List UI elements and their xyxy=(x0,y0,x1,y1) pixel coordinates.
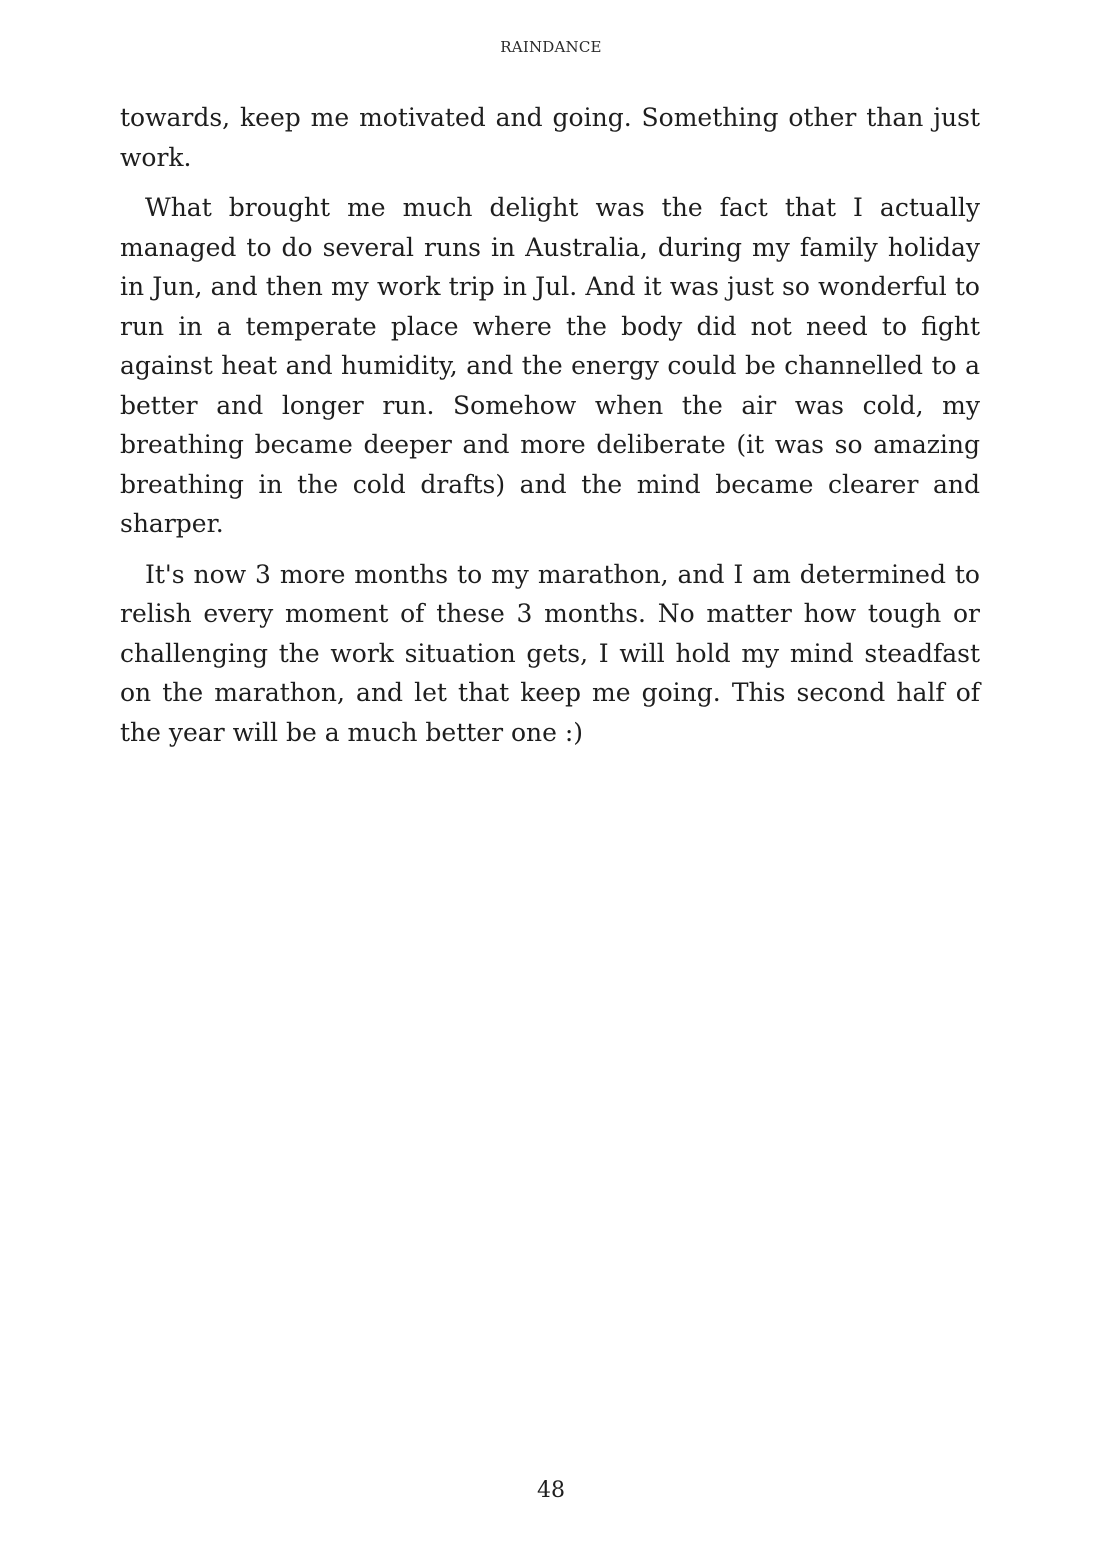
body-text xyxy=(120,98,980,763)
page-number: 48 xyxy=(537,1478,565,1503)
running-header: RAINDANCE xyxy=(500,38,602,56)
paragraph-australia-runs: What brought me much delight was the fact that I actually managed to do several runs in Australia, during my family holiday in Jun, and then my work trip in Jul. And it was just so wonderful to run in a temperate place where the body did not need to fight against heat and humidity, and the energy could be channelled to a better and longer run. Somehow when the air was cold, my breathing became deeper and more deliberate (it was so amazing breathing in the cold drafts) and the mind became clearer and sharper. xyxy=(120,193,980,538)
paragraph-marathon-countdown: It's now 3 more months to my marathon, and I am determined to relish every moment of these 3 months. No matter how tough or challenging the work situation gets, I will hold my mind steadfast on the marathon, and let that keep me going. This second half of the year will be a much better one :) xyxy=(120,559,980,747)
paragraph-continuation: towards, keep me motivated and going. Something other than just work. xyxy=(120,103,980,172)
